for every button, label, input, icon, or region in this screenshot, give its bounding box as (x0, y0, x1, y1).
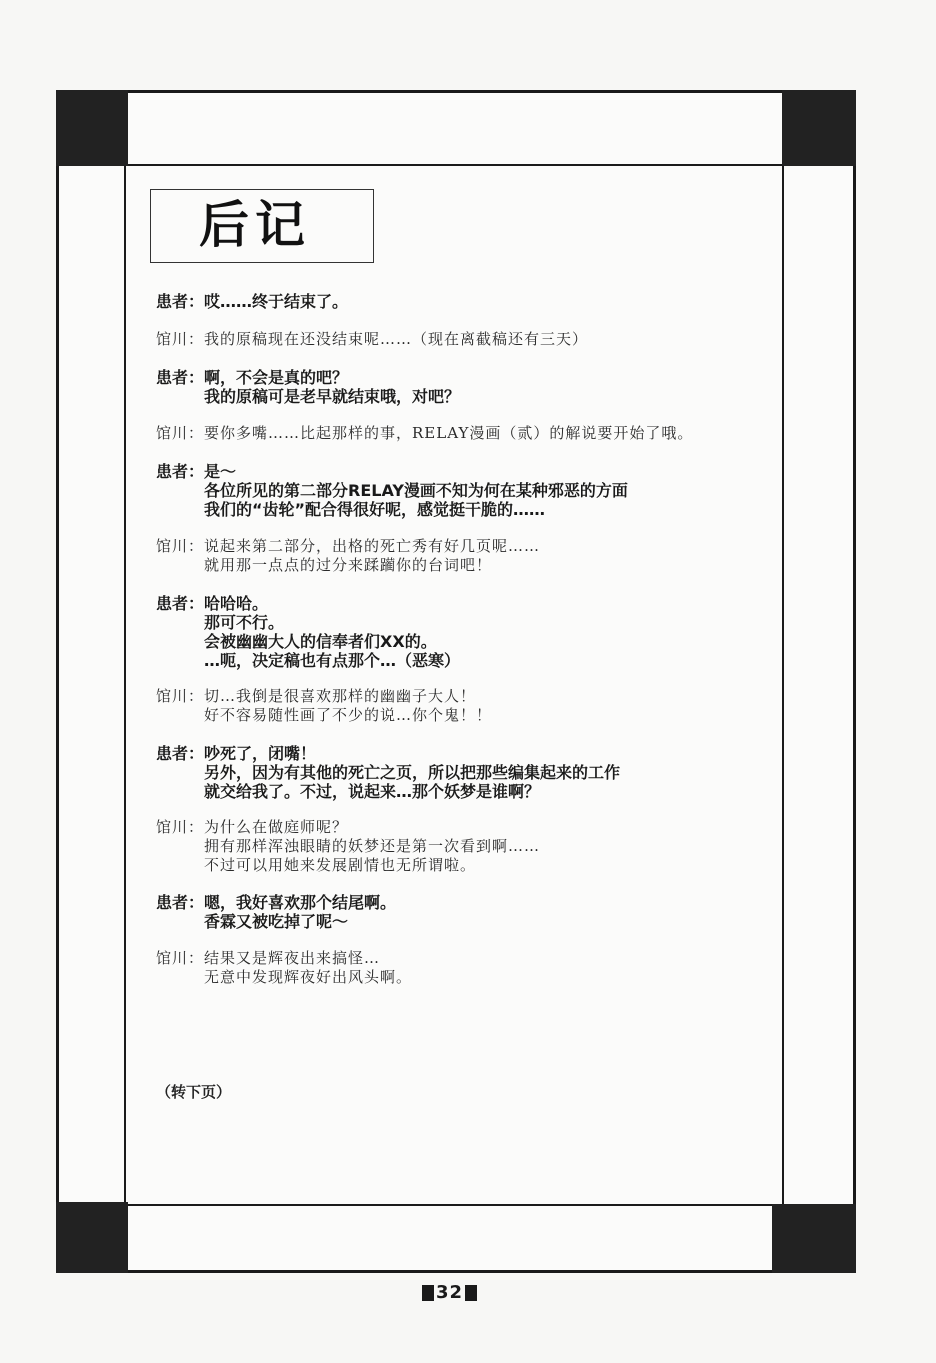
speech-line: 结果又是辉夜出来搞怪… (204, 949, 381, 967)
speech-line: 啊，不会是真的吧？ (204, 368, 349, 387)
speech-lines (204, 744, 620, 801)
dialogue-entry (156, 949, 412, 987)
speech-lines (204, 330, 588, 349)
page-title: 后记 (199, 196, 311, 254)
speech-lines (204, 687, 492, 725)
dialogue-entry (156, 818, 540, 875)
speech-line: 那可不行。 (204, 613, 285, 632)
dialogue-entry (156, 330, 588, 349)
speech-line: 我的原稿现在还没结束呢……（现在离截稿还有三天） (204, 330, 589, 348)
speech-line: 哈哈哈。 (204, 594, 269, 613)
speech-lines (204, 462, 628, 519)
speech-line: 香霖又被吃掉了呢～ (204, 912, 349, 931)
continued-note: （转下页） (156, 1083, 232, 1101)
page-number-left-block (422, 1285, 434, 1301)
speech-lines (204, 949, 412, 987)
speech-line: 另外，因为有其他的死亡之页，所以把那些编集起来的工作 (204, 763, 621, 782)
speech-line: 嗯，我好喜欢那个结尾啊。 (204, 893, 397, 912)
speech-line: 好不容易随性画了不少的说…你个鬼！！ (204, 706, 493, 724)
speaker-name: 患者： (156, 368, 205, 387)
speaker-name: 患者： (156, 462, 205, 481)
dialogue-entry (156, 462, 628, 519)
frame-left-rule (124, 90, 126, 1273)
speaker-name: 馆川： (156, 687, 205, 705)
speech-line: 我们的“齿轮”配合得很好呢，感觉挺干脆的…… (204, 500, 546, 519)
frame-top-rule (56, 164, 856, 166)
speech-line: 是～ (204, 462, 237, 481)
page-number (422, 1283, 477, 1303)
speech-line: 会被幽幽大人的信奉者们XX的。 (204, 632, 437, 651)
speech-line: 吵死了，闭嘴！ (204, 744, 317, 763)
speaker-name: 患者： (156, 594, 205, 613)
speech-line: 为什么在做庭师呢？ (204, 818, 349, 836)
corner-block-top-left (56, 90, 128, 166)
speech-lines (204, 424, 693, 443)
speaker-name: 馆川： (156, 818, 205, 836)
dialogue-entry (156, 687, 492, 725)
frame-bottom-rule (56, 1204, 856, 1206)
speech-lines (204, 292, 348, 311)
page-number-text: 32 (436, 1282, 464, 1303)
speech-line: 要你多嘴……比起那样的事，RELAY漫画（贰）的解说要开始了哦。 (204, 424, 694, 442)
dialogue-entry (156, 744, 620, 801)
speech-line: 哎……终于结束了。 (204, 292, 349, 311)
speech-lines (204, 893, 396, 931)
speech-line: 各位所见的第二部分RELAY漫画不知为何在某种邪恶的方面 (204, 481, 628, 500)
speech-line: 不过可以用她来发展剧情也无所谓啦。 (204, 856, 477, 874)
speaker-name: 患者： (156, 744, 205, 763)
speaker-name: 馆川： (156, 949, 205, 967)
dialogue-entry (156, 368, 460, 406)
speaker-name: 患者： (156, 893, 205, 912)
speaker-name: 患者： (156, 292, 205, 311)
dialogue-entry (156, 537, 540, 575)
corner-block-bottom-left (56, 1202, 128, 1273)
speech-line: 说起来第二部分，出格的死亡秀有好几页呢…… (204, 537, 541, 555)
speech-line: 就交给我了。不过，说起来…那个妖梦是谁啊？ (204, 782, 541, 801)
speech-line: 切…我倒是很喜欢那样的幽幽子大人！ (204, 687, 477, 705)
speech-lines (204, 594, 460, 670)
dialogue-entry (156, 893, 396, 931)
speech-line: …呃，决定稿也有点那个…（恶寒） (204, 651, 461, 670)
speech-line: 拥有那样浑浊眼睛的妖梦还是第一次看到啊…… (204, 837, 541, 855)
speech-lines (204, 537, 540, 575)
corner-block-bottom-right (772, 1204, 856, 1273)
corner-block-top-right (782, 90, 856, 166)
speech-lines (204, 368, 460, 406)
speech-line: 就用那一点点的过分来蹂躏你的台词吧！ (204, 556, 493, 574)
dialogue-entry (156, 594, 460, 670)
speech-line: 无意中发现辉夜好出风头啊。 (204, 968, 413, 986)
title-box (150, 189, 374, 263)
speech-lines (204, 818, 540, 875)
page-number-right-block (465, 1285, 477, 1301)
dialogue-entry (156, 292, 348, 311)
dialogue-entry (156, 424, 693, 443)
frame-right-rule (782, 90, 784, 1273)
speaker-name: 馆川： (156, 330, 205, 348)
speaker-name: 馆川： (156, 424, 205, 442)
speaker-name: 馆川： (156, 537, 205, 555)
speech-line: 我的原稿可是老早就结束哦，对吧？ (204, 387, 461, 406)
